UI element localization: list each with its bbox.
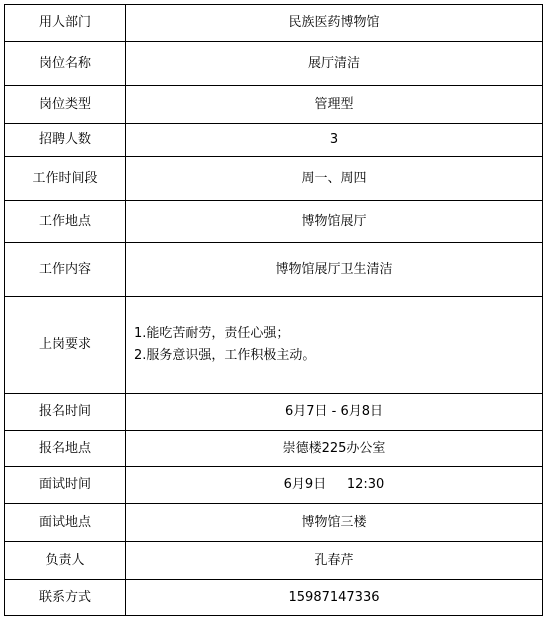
table-row <box>5 243 543 297</box>
row-label-department: 用人部门 <box>5 5 126 42</box>
row-value-headcount: 3 <box>126 124 543 157</box>
row-value-position-type: 管理型 <box>126 86 543 124</box>
table-row <box>5 394 543 431</box>
row-label-position-name: 岗位名称 <box>5 42 126 86</box>
row-label-registration-time: 报名时间 <box>5 394 126 431</box>
table-row <box>5 124 543 157</box>
requirement-line: 2.服务意识强，工作积极主动。 <box>134 348 316 363</box>
row-value-registration-location: 崇德楼225办公室 <box>126 431 543 467</box>
row-value-requirements <box>126 297 543 394</box>
row-label-interview-time: 面试时间 <box>5 467 126 504</box>
row-value-interview-time: 6月9日 12:30 <box>126 467 543 504</box>
table-row <box>5 42 543 86</box>
row-value-work-schedule: 周一、周四 <box>126 157 543 201</box>
row-value-position-name: 展厅清洁 <box>126 42 543 86</box>
table-row <box>5 467 543 504</box>
row-label-registration-location: 报名地点 <box>5 431 126 467</box>
table-row <box>5 201 543 243</box>
row-value-contact-person: 孔春芹 <box>126 542 543 580</box>
row-label-work-location: 工作地点 <box>5 201 126 243</box>
row-label-work-schedule: 工作时间段 <box>5 157 126 201</box>
requirement-line: 1.能吃苦耐劳，责任心强； <box>134 326 290 342</box>
row-value-registration-time: 6月7日 - 6月8日 <box>126 394 543 431</box>
table-row <box>5 5 543 42</box>
table-row <box>5 431 543 467</box>
table-row <box>5 86 543 124</box>
row-label-requirements: 上岗要求 <box>5 297 126 394</box>
table-row <box>5 580 543 616</box>
table-row <box>5 157 543 201</box>
table-row <box>5 542 543 580</box>
row-label-headcount: 招聘人数 <box>5 124 126 157</box>
table-row <box>5 297 543 394</box>
row-value-work-location: 博物馆展厅 <box>126 201 543 243</box>
row-value-department: 民族医药博物馆 <box>126 5 543 42</box>
row-label-contact-info: 联系方式 <box>5 580 126 616</box>
row-label-position-type: 岗位类型 <box>5 86 126 124</box>
row-label-interview-location: 面试地点 <box>5 504 126 542</box>
row-value-contact-info: 15987147336 <box>126 580 543 616</box>
recruitment-table <box>4 4 543 616</box>
row-label-contact-person: 负责人 <box>5 542 126 580</box>
row-label-job-content: 工作内容 <box>5 243 126 297</box>
row-value-job-content: 博物馆展厅卫生清洁 <box>126 243 543 297</box>
row-value-interview-location: 博物馆三楼 <box>126 504 543 542</box>
table-row <box>5 504 543 542</box>
